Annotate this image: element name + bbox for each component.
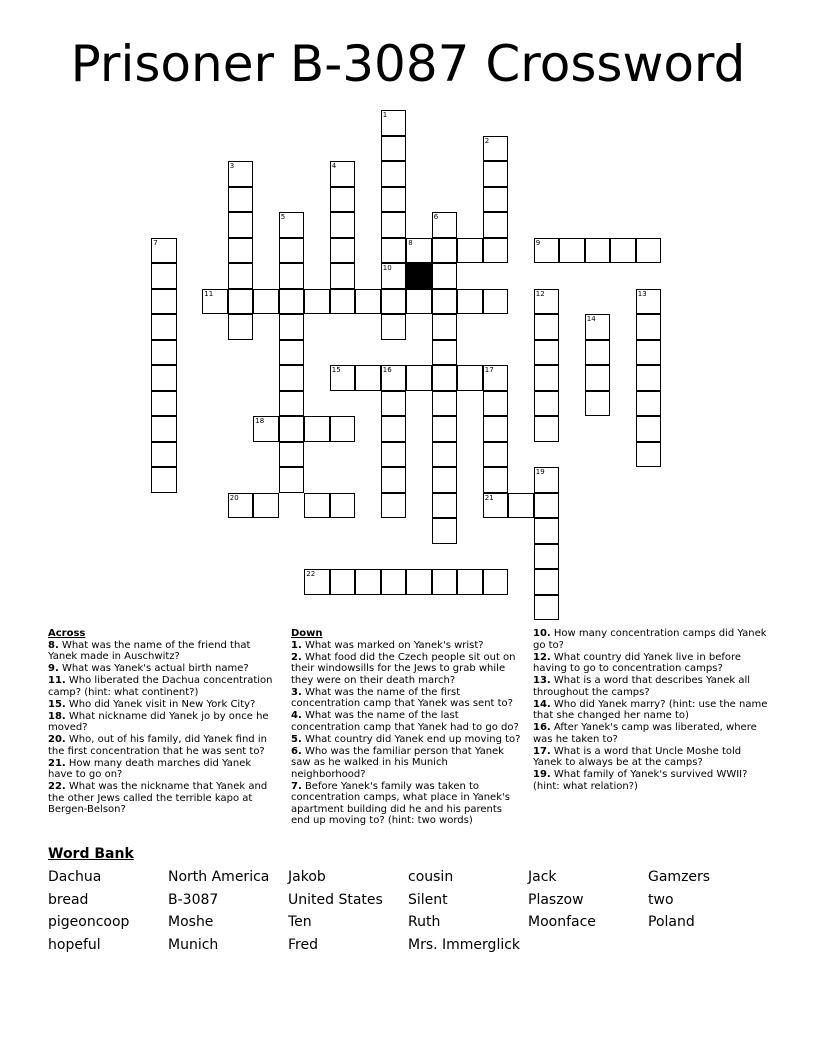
grid-cell[interactable]	[432, 467, 458, 493]
clue-item-number: 11.	[48, 675, 66, 686]
grid-cell[interactable]	[636, 365, 662, 391]
clue-item-number: 7.	[291, 780, 302, 792]
grid-cell[interactable]	[483, 442, 509, 468]
clue-item-text: What is a word that describes Yanek all throughout the camps?	[533, 675, 751, 698]
grid-cell[interactable]	[228, 263, 254, 289]
grid-cell[interactable]	[151, 340, 177, 366]
clue-item-number: 22.	[48, 781, 66, 792]
grid-cell[interactable]	[151, 391, 177, 417]
clue-number: 5	[280, 213, 286, 221]
clue-item-text: What food did the Czech people sit out on their windowsills for the Jews to grab while they were on their death march?	[291, 651, 516, 686]
grid-cell[interactable]	[279, 212, 305, 238]
grid-cell[interactable]	[279, 263, 305, 289]
grid-cell[interactable]	[355, 569, 381, 595]
clue-number: 10	[382, 264, 392, 272]
clue-number: 8	[408, 238, 413, 247]
clue-number: 11	[204, 289, 214, 298]
grid-cell[interactable]	[483, 467, 509, 493]
grid-cell[interactable]	[381, 365, 407, 391]
word-bank-heading: Word Bank	[48, 846, 134, 862]
word-bank-item: hopeful	[48, 937, 101, 954]
grid-cell[interactable]	[559, 238, 585, 264]
grid-cell[interactable]	[406, 289, 432, 315]
clue-item	[291, 710, 523, 733]
clue-item-number: 2.	[291, 651, 302, 663]
grid-cell[interactable]	[432, 365, 458, 391]
grid-cell[interactable]	[483, 289, 509, 315]
down-clues	[291, 628, 523, 827]
clue-item	[48, 699, 274, 711]
grid-cell[interactable]	[457, 238, 483, 264]
grid-cell[interactable]	[381, 161, 407, 187]
grid-cell[interactable]	[534, 569, 560, 595]
grid-cell[interactable]	[483, 136, 509, 162]
grid-cell[interactable]	[534, 544, 560, 570]
word-bank-item: North America	[168, 869, 270, 885]
grid-cell[interactable]	[534, 238, 560, 264]
down-heading: Down	[291, 628, 323, 639]
word-bank-item: Silent	[408, 891, 448, 908]
grid-cell[interactable]	[253, 416, 279, 442]
grid-cell[interactable]	[279, 340, 305, 366]
grid-cell[interactable]	[279, 238, 305, 264]
clue-item	[48, 640, 274, 663]
grid-cell[interactable]	[483, 365, 509, 391]
clue-number: 7	[153, 238, 158, 247]
grid-cell[interactable]	[534, 340, 560, 366]
clue-item-number: 1.	[291, 639, 302, 651]
clue-number: 20	[229, 493, 239, 502]
clue-item	[291, 652, 523, 687]
grid-cell[interactable]	[381, 442, 407, 468]
clue-item	[291, 734, 523, 746]
clue-item-text: Who, out of his family, did Yanek find in the first concentration that he was sent to?	[48, 734, 267, 757]
grid-cell[interactable]	[534, 595, 560, 621]
grid-cell[interactable]	[432, 493, 458, 519]
grid-cell[interactable]	[432, 416, 458, 442]
grid-cell[interactable]	[534, 493, 560, 519]
clue-item	[48, 734, 274, 757]
grid-cell[interactable]	[483, 187, 509, 213]
grid-cell[interactable]	[381, 391, 407, 417]
grid-cell[interactable]	[228, 238, 254, 264]
word-bank-item: Moonface	[528, 914, 596, 931]
grid-cell[interactable]	[151, 263, 177, 289]
clue-item-text: Before Yanek's family was taken to concentration camps, what place in Yanek's apartment building did he and his parents end up moving to? (hint: two words)	[291, 780, 510, 826]
grid-cell[interactable]	[585, 238, 611, 264]
grid-cell[interactable]	[432, 391, 458, 417]
grid-cell[interactable]	[279, 442, 305, 468]
clue-item-number: 21.	[48, 757, 66, 769]
clue-item-number: 18.	[48, 710, 66, 722]
grid-cell[interactable]	[355, 365, 381, 391]
clue-item-number: 8.	[48, 639, 59, 651]
clue-item-number: 16.	[533, 722, 551, 733]
grid-cell[interactable]	[534, 289, 560, 315]
word-bank-item: bread	[48, 891, 89, 908]
clue-number: 1	[382, 111, 388, 119]
clue-number: 2	[484, 136, 490, 145]
grid-cell[interactable]	[636, 289, 662, 315]
grid-cell[interactable]	[432, 518, 458, 544]
clue-item-text: What was Yanek's actual birth name?	[58, 663, 249, 674]
clue-item	[533, 652, 768, 675]
clue-number: 15	[331, 366, 341, 374]
clue-item	[48, 675, 274, 698]
clue-item-number: 4.	[291, 710, 302, 721]
clue-number: 22	[306, 570, 316, 578]
grid-cell[interactable]	[381, 289, 407, 315]
grid-cell[interactable]	[483, 493, 509, 519]
word-bank-item: Jakob	[288, 869, 326, 885]
grid-cell[interactable]	[304, 569, 330, 595]
clue-item-number: 5.	[291, 733, 302, 745]
grid-cell[interactable]	[432, 212, 458, 238]
word-bank-item: Fred	[288, 937, 318, 954]
grid-cell[interactable]	[534, 518, 560, 544]
grid-cell[interactable]	[457, 289, 483, 315]
word-bank-item: Dachua	[48, 869, 102, 885]
grid-cell[interactable]	[330, 416, 356, 442]
clue-item-number: 15.	[48, 698, 66, 710]
grid-cell[interactable]	[636, 416, 662, 442]
word-bank-item: Ruth	[408, 914, 441, 931]
grid-cell[interactable]	[381, 110, 407, 136]
grid-cell[interactable]	[228, 187, 254, 213]
clue-number: 12	[535, 289, 545, 298]
grid-cell[interactable]	[304, 289, 330, 315]
clue-item-text: How many death marches did Yanek have to go on?	[48, 757, 252, 780]
grid-cell[interactable]	[585, 365, 611, 391]
grid-cell[interactable]	[279, 365, 305, 391]
clue-number: 17	[484, 366, 494, 374]
page-title: Prisoner B-3087 Crossword	[70, 35, 746, 93]
grid-cell[interactable]	[432, 569, 458, 595]
grid-cell[interactable]	[381, 187, 407, 213]
grid-cell[interactable]	[330, 161, 356, 187]
word-bank-item: Mrs. Immerglick	[408, 937, 521, 954]
clue-number: 3	[229, 162, 235, 170]
clue-item	[291, 781, 523, 827]
clue-item-number: 6.	[291, 745, 302, 757]
clue-number: 18	[255, 417, 265, 425]
grid-cell[interactable]	[151, 238, 177, 264]
grid-cell[interactable]	[406, 238, 432, 264]
grid-cell[interactable]	[534, 416, 560, 442]
clue-number: 19	[535, 468, 545, 476]
grid-cell[interactable]	[355, 289, 381, 315]
clue-item-text: Who liberated the Dachua concentration camp? (hint: what continent?)	[48, 675, 273, 698]
clue-item-number: 13.	[533, 675, 551, 686]
clue-item-number: 20.	[48, 734, 66, 745]
grid-cell[interactable]	[330, 493, 356, 519]
grid-cell[interactable]	[534, 391, 560, 417]
clue-item	[291, 687, 523, 710]
clue-item	[48, 758, 274, 781]
grid-cell[interactable]	[432, 340, 458, 366]
grid-cell[interactable]	[636, 391, 662, 417]
grid-cell[interactable]	[636, 340, 662, 366]
grid-cell[interactable]	[381, 238, 407, 264]
word-bank-item: Gamzers	[648, 869, 711, 885]
grid-cell[interactable]	[151, 289, 177, 315]
word-bank-item: B-3087	[168, 891, 219, 908]
grid-cell[interactable]	[151, 365, 177, 391]
clue-item	[48, 781, 274, 816]
word-bank-item: Poland	[648, 914, 695, 931]
grid-cell[interactable]	[253, 289, 279, 315]
grid-cell[interactable]	[457, 365, 483, 391]
grid-cell[interactable]	[228, 161, 254, 187]
word-bank-item: Munich	[168, 937, 219, 954]
grid-cell[interactable]	[534, 314, 560, 340]
grid-cell[interactable]	[381, 416, 407, 442]
word-bank-item: Plaszow	[528, 891, 584, 908]
grid-cell[interactable]	[279, 391, 305, 417]
clue-item-text: What was the nickname that Yanek and the other Jews called the terrible kapo at Bergen-Belson?	[48, 781, 268, 815]
grid-cell[interactable]	[330, 238, 356, 264]
grid-cell[interactable]	[304, 416, 330, 442]
grid-cell[interactable]	[534, 365, 560, 391]
clue-item-text: After Yanek's camp was liberated, where was he taken to?	[533, 722, 757, 745]
grid-cell[interactable]	[330, 569, 356, 595]
grid-cell[interactable]	[151, 314, 177, 340]
clue-item	[533, 675, 768, 698]
grid-cell[interactable]	[381, 263, 407, 289]
clue-item-text: Who was the familiar person that Yanek saw as he walked in his Munich neighborhood?	[291, 745, 504, 780]
grid-cell[interactable]	[279, 314, 305, 340]
grid-cell[interactable]	[304, 493, 330, 519]
clue-item	[291, 746, 523, 781]
grid-cell[interactable]	[151, 442, 177, 468]
grid-cell[interactable]	[406, 365, 432, 391]
word-bank-item: cousin	[408, 869, 454, 885]
grid-cell[interactable]	[330, 289, 356, 315]
grid-cell[interactable]	[381, 314, 407, 340]
clue-item-text: What was the name of the first concentration camp that Yanek was sent to?	[291, 686, 513, 709]
clue-number: 4	[331, 162, 337, 170]
grid-cell[interactable]	[330, 187, 356, 213]
word-bank-item: pigeoncoop	[48, 914, 130, 931]
grid-cell[interactable]	[636, 314, 662, 340]
grid-cell[interactable]	[228, 289, 254, 315]
clue-item-number: 3.	[291, 686, 302, 698]
grid-cell[interactable]	[228, 493, 254, 519]
grid-cell[interactable]	[585, 391, 611, 417]
grid-cell[interactable]	[636, 238, 662, 264]
grid-cell[interactable]	[279, 289, 305, 315]
grid-cell[interactable]	[585, 314, 611, 340]
grid-cell[interactable]	[202, 289, 228, 315]
clue-number: 16	[382, 366, 392, 374]
clue-item	[291, 640, 523, 652]
grid-cell[interactable]	[228, 314, 254, 340]
grid-cell[interactable]	[330, 212, 356, 238]
word-bank-item: two	[648, 891, 674, 908]
grid-cell[interactable]	[381, 493, 407, 519]
grid-cell[interactable]	[253, 493, 279, 519]
clue-number: 13	[637, 289, 647, 298]
clue-item-text: What country did Yanek live in before having to go to concentration camps?	[533, 651, 742, 674]
clue-item	[48, 711, 274, 734]
across-heading: Across	[48, 628, 86, 639]
clue-item-number: 17.	[533, 745, 551, 757]
clue-item	[533, 628, 768, 651]
clue-item-text: What is a word that Uncle Moshe told Yanek to always be at the camps?	[533, 745, 742, 768]
grid-cell[interactable]	[483, 212, 509, 238]
grid-cell[interactable]	[151, 416, 177, 442]
grid-cell[interactable]	[508, 493, 534, 519]
clue-item	[533, 769, 768, 792]
grid-cell[interactable]	[151, 467, 177, 493]
grid-cell[interactable]	[483, 161, 509, 187]
clue-item	[533, 699, 768, 722]
clue-item-text: What nickname did Yanek jo by once he moved?	[48, 710, 269, 733]
clue-number: 6	[433, 213, 439, 221]
grid-cell[interactable]	[432, 442, 458, 468]
word-bank-item: Ten	[288, 914, 312, 931]
clue-number: 9	[535, 238, 541, 247]
grid-cell[interactable]	[432, 314, 458, 340]
grid-cell[interactable]	[483, 391, 509, 417]
black-cell	[406, 263, 432, 289]
grid-cell[interactable]	[483, 416, 509, 442]
grid-cell[interactable]	[432, 289, 458, 315]
grid-cell[interactable]	[432, 263, 458, 289]
clue-item-text: What was marked on Yanek's wrist?	[301, 639, 484, 651]
grid-cell[interactable]	[432, 238, 458, 264]
grid-cell[interactable]	[279, 467, 305, 493]
clue-item-text: How many concentration camps did Yanek go to?	[533, 628, 767, 651]
clue-item	[48, 663, 274, 675]
clue-item-text: Who did Yanek marry? (hint: use the name that she changed her name to)	[533, 698, 768, 721]
grid-cell[interactable]	[381, 136, 407, 162]
word-bank	[48, 866, 768, 957]
grid-cell[interactable]	[381, 212, 407, 238]
clue-item-number: 14.	[533, 698, 551, 710]
grid-cell[interactable]	[330, 365, 356, 391]
clue-item-text: What family of Yanek's survived WWII? (hint: what relation?)	[533, 769, 748, 792]
grid-cell[interactable]	[406, 569, 432, 595]
grid-cell[interactable]	[534, 467, 560, 493]
clue-item-number: 10.	[533, 628, 551, 639]
clue-number: 21	[484, 493, 494, 502]
grid-cell[interactable]	[483, 569, 509, 595]
down-clues-continued	[533, 628, 768, 793]
grid-cell[interactable]	[381, 467, 407, 493]
grid-cell[interactable]	[483, 238, 509, 264]
across-clues	[48, 628, 274, 816]
grid-cell[interactable]	[228, 212, 254, 238]
clue-item-text: What was the name of the friend that Yanek made in Auschwitz?	[48, 639, 251, 662]
clue-item-number: 9.	[48, 663, 59, 674]
grid-cell[interactable]	[636, 442, 662, 468]
grid-cell[interactable]	[457, 569, 483, 595]
word-bank-item: United States	[288, 891, 383, 908]
clue-item	[533, 746, 768, 769]
clue-item-number: 19.	[533, 769, 551, 780]
clue-item-number: 12.	[533, 651, 551, 663]
clue-item	[533, 722, 768, 745]
word-bank-item: Jack	[528, 869, 557, 885]
clue-item-text: Who did Yanek visit in New York City?	[65, 698, 256, 710]
clue-item-text: What country did Yanek end up moving to?	[301, 733, 521, 745]
grid-cell[interactable]	[610, 238, 636, 264]
clue-number: 14	[586, 315, 596, 323]
clue-item-text: What was the name of the last concentration camp that Yanek had to go do?	[291, 710, 519, 733]
grid-cell[interactable]	[279, 416, 305, 442]
grid-cell[interactable]	[585, 340, 611, 366]
grid-cell[interactable]	[330, 263, 356, 289]
word-bank-item: Moshe	[168, 914, 214, 931]
grid-cell[interactable]	[381, 569, 407, 595]
